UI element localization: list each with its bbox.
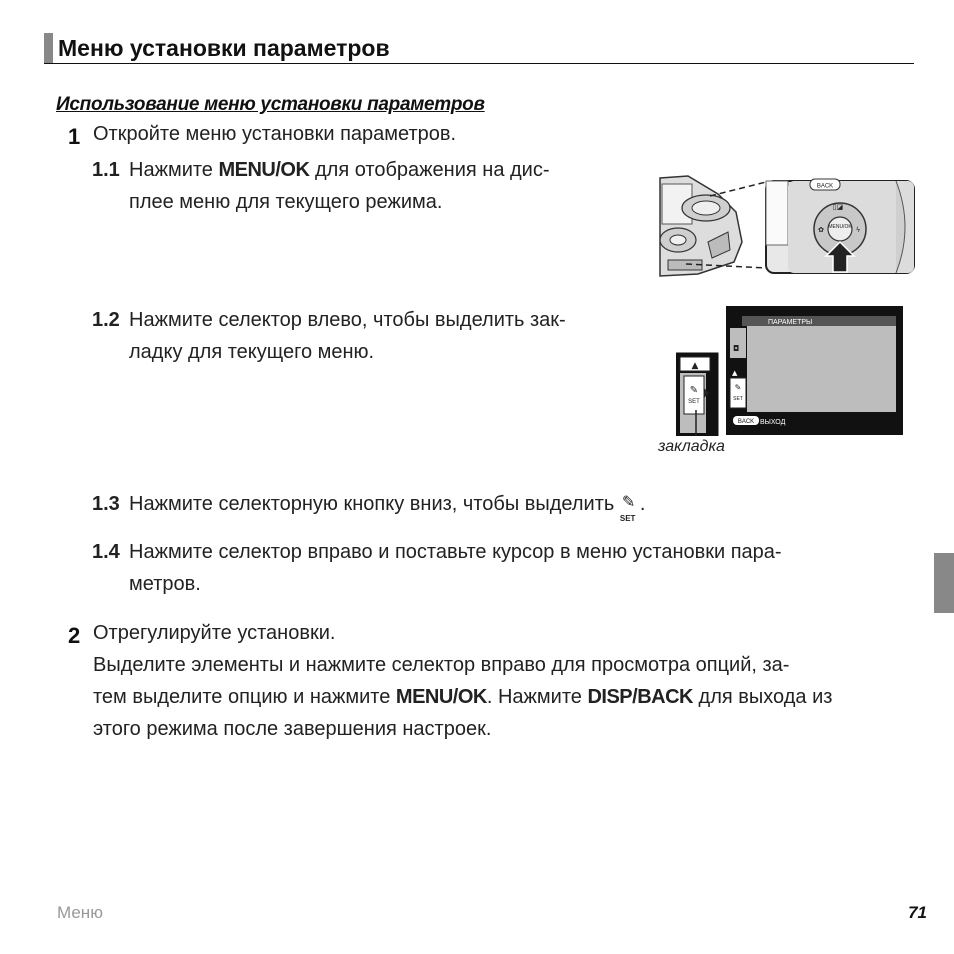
step-1-2-line1: Нажмите селектор влево, чтобы выделить зак- (129, 309, 566, 331)
footer-section: Меню (57, 903, 103, 922)
step-1-text: Откройте меню установки параметров. (93, 123, 457, 145)
menu-ok-key-2: MENU/OK (395, 686, 487, 708)
page-title: Меню установки параметров (58, 35, 390, 61)
step-1-3-after: . (639, 493, 646, 515)
screen-exit-label: ВЫХОД (760, 419, 786, 426)
step-1-3-number: 1.3 (92, 493, 120, 515)
svg-text:✿: ✿ (818, 226, 824, 234)
step-1-4-line1: Нажмите селектор вправо и поставьте курсор в меню установки пара- (129, 541, 782, 563)
step-2-text: Отрегулируйте установки. (93, 622, 336, 644)
screen-menu-title: ПАРАМЕТРЫ (768, 319, 813, 326)
callout-set-label: SET (688, 399, 700, 405)
step-1-1-number: 1.1 (92, 159, 120, 181)
step-1-4-line2: метров. (129, 573, 201, 595)
svg-text:✎: ✎ (734, 383, 742, 392)
step-2-line1: Выделите элементы и нажмите селектор вправо для просмотра опций, за- (93, 654, 790, 676)
title-rule (44, 63, 914, 64)
step-1-2-number: 1.2 (92, 309, 120, 331)
camera-menu-label: MENU/OK (828, 224, 852, 230)
step-1-3-line (129, 489, 646, 523)
step-1-1-line2: плее меню для текущего режима. (129, 191, 443, 213)
step-2-line2-post: для выхода из (692, 686, 833, 708)
section-subtitle: Использование меню установки параметров (56, 94, 485, 115)
svg-text:ϟ: ϟ (855, 226, 861, 234)
step-1-3-text: Нажмите селекторную кнопку вниз, чтобы выделить (129, 493, 615, 515)
step-1-1-line1 (129, 155, 550, 186)
screen-set-tab-label: SET (733, 396, 743, 402)
screen-back-label: BACK (737, 419, 755, 425)
step-1-1-post: для отображения на дис- (309, 159, 550, 181)
step-2-line2 (93, 682, 832, 713)
svg-text:▲: ▲ (691, 361, 699, 371)
svg-text:✎: ✎ (689, 385, 699, 396)
step-2-line3: этого режима после завершения настроек. (93, 718, 492, 740)
step-2-line2-mid: . Нажмите (486, 686, 588, 708)
title-marker (44, 33, 53, 64)
step-1-2-line2: ладку для текущего меню. (129, 341, 375, 363)
camera-back-label: BACK (816, 183, 834, 190)
menu-ok-key: MENU/OK (218, 159, 310, 181)
camera-illustration (658, 172, 918, 282)
step-1-1-pre: Нажмите (129, 159, 219, 181)
step-1-4-number: 1.4 (92, 541, 120, 563)
step-1-number: 1 (68, 124, 81, 149)
step-2-number: 2 (68, 623, 81, 648)
menu-screen-illustration (676, 306, 904, 436)
svg-text:◘: ◘ (733, 344, 740, 353)
chapter-side-tab (934, 553, 954, 613)
svg-text:▯◪: ▯◪ (832, 203, 844, 211)
disp-back-key: DISP/BACK (587, 686, 693, 708)
step-2-line2-pre: тем выделите опцию и нажмите (93, 686, 396, 708)
page-number: 71 (908, 903, 927, 922)
tab-caption: закладка (658, 438, 725, 455)
svg-text:▲: ▲ (732, 369, 738, 377)
set-wrench-icon: ✎ SET (619, 492, 636, 523)
